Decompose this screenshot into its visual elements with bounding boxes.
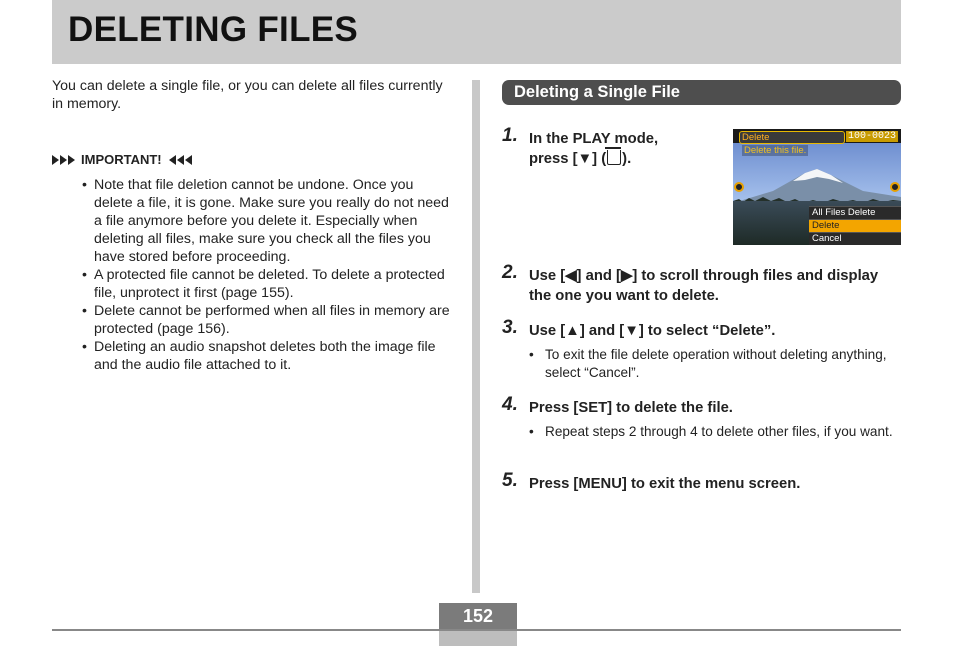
file-counter: 100-0023 xyxy=(847,131,896,142)
important-item: • A protected file cannot be deleted. To delete a protected file, unprotect it first (page 155). xyxy=(82,266,452,302)
menu-item-delete: Delete xyxy=(809,219,901,232)
left-column xyxy=(52,77,452,374)
intro-text: You can delete a single file, or you can delete all files currently in memory. xyxy=(52,78,443,112)
header-band xyxy=(52,0,901,64)
step-text-line: In the PLAY mode, xyxy=(529,131,659,147)
camera-message: Delete this file. xyxy=(744,145,807,156)
menu-item-cancel: Cancel xyxy=(809,232,901,245)
trash-icon xyxy=(607,150,621,165)
camera-screen xyxy=(733,129,901,245)
section-title: Deleting a Single File xyxy=(514,83,680,101)
step-text xyxy=(529,129,729,169)
step-text-line: ). xyxy=(622,151,632,167)
page-number-box xyxy=(439,603,517,629)
important-heading xyxy=(52,151,452,169)
page-number: 152 xyxy=(462,606,494,626)
important-label: IMPORTANT! xyxy=(81,152,162,167)
step-note: • To exit the file delete operation without deleting anything, select “Cancel”. xyxy=(529,346,895,381)
left-arrows-icon xyxy=(168,155,192,165)
step-number: 4. xyxy=(502,394,518,415)
scroll-left-icon xyxy=(734,182,744,192)
step-number: 5. xyxy=(502,470,518,491)
right-arrows-icon xyxy=(52,155,76,165)
important-item: • Delete cannot be performed when all files in memory are protected (page 156). xyxy=(82,302,452,338)
important-item: • Note that file deletion cannot be undone. Once you delete a file, it is gone. Make sure you really do not need a file anymore before you delete it. Especially when deleting all files, make sure you check all the files you have stored before proceeding. xyxy=(82,176,452,266)
camera-menu xyxy=(809,206,901,245)
step-text-line: press [▼] ( xyxy=(529,151,607,167)
column-divider xyxy=(472,80,480,593)
step-number: 3. xyxy=(502,317,518,338)
page-title: DELETING FILES xyxy=(68,10,359,49)
section-bar xyxy=(502,80,901,105)
camera-label: Delete xyxy=(742,132,770,143)
step-number: 1. xyxy=(502,125,518,146)
important-list xyxy=(52,176,452,374)
step-text: Press [MENU] to exit the menu screen. xyxy=(529,476,801,492)
step-text: Use [◀] and [▶] to scroll through files and display the one you want to delete. xyxy=(529,268,879,304)
step-note: • Repeat steps 2 through 4 to delete other files, if you want. xyxy=(529,423,895,441)
important-item: • Deleting an audio snapshot deletes both the image file and the audio file attached to it. xyxy=(82,338,452,374)
step-number: 2. xyxy=(502,262,518,283)
scroll-right-icon xyxy=(890,182,900,192)
step-text: Press [SET] to delete the file. xyxy=(529,400,733,416)
step-text: Use [▲] and [▼] to select “Delete”. xyxy=(529,323,776,339)
page-number-tab xyxy=(439,631,517,646)
menu-item-all-files-delete: All Files Delete xyxy=(809,206,901,219)
